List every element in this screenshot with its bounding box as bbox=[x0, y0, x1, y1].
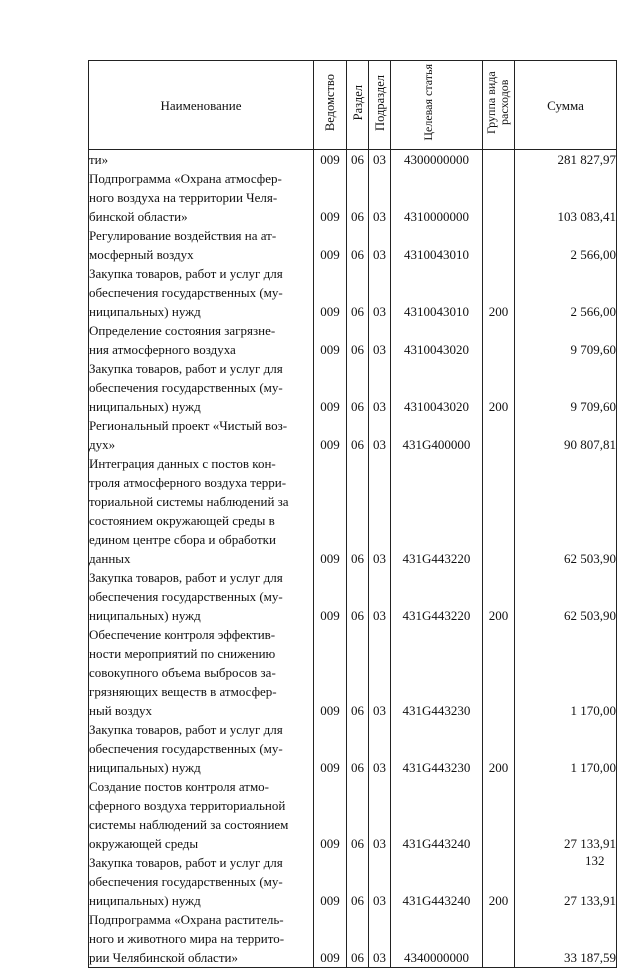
row-sum: 62 503,90 bbox=[515, 568, 617, 625]
row-target: 4300000000 bbox=[391, 150, 483, 170]
table-row bbox=[89, 454, 617, 568]
row-dept: 009 bbox=[314, 321, 347, 359]
header-group: Группа вида расходов bbox=[483, 61, 515, 150]
row-name: Обеспечение контроля эффектив- ности мероприятий по снижению совокупного объема выбросов за- грязняющих веществ в атмосфер- ный воздух bbox=[89, 625, 314, 720]
row-sum: 27 133,91 bbox=[515, 777, 617, 853]
row-group bbox=[483, 910, 515, 968]
table-row bbox=[89, 720, 617, 777]
table-row bbox=[89, 910, 617, 968]
row-sum: 1 170,00 bbox=[515, 720, 617, 777]
table-row bbox=[89, 226, 617, 264]
header-dept: Ведомство bbox=[314, 61, 347, 150]
row-subsection: 03 bbox=[369, 169, 391, 226]
row-dept: 009 bbox=[314, 853, 347, 910]
row-group: 200 bbox=[483, 720, 515, 777]
table-row bbox=[89, 777, 617, 853]
row-sum: 281 827,97 bbox=[515, 150, 617, 170]
table-row bbox=[89, 625, 617, 720]
row-group: 200 bbox=[483, 568, 515, 625]
row-section: 06 bbox=[347, 321, 369, 359]
row-subsection: 03 bbox=[369, 853, 391, 910]
row-target: 4310043010 bbox=[391, 226, 483, 264]
row-dept: 009 bbox=[314, 150, 347, 170]
row-name: Региональный проект «Чистый воз- дух» bbox=[89, 416, 314, 454]
row-subsection: 03 bbox=[369, 910, 391, 968]
row-dept: 009 bbox=[314, 226, 347, 264]
row-section: 06 bbox=[347, 777, 369, 853]
header-subsection: Подраздел bbox=[369, 61, 391, 150]
row-target: 4310043010 bbox=[391, 264, 483, 321]
row-target: 431G443240 bbox=[391, 777, 483, 853]
row-sum: 27 133,91 bbox=[515, 853, 617, 910]
row-sum: 9 709,60 bbox=[515, 359, 617, 416]
row-sum: 1 170,00 bbox=[515, 625, 617, 720]
row-section: 06 bbox=[347, 264, 369, 321]
row-name: Определение состояния загрязне- ния атмосферного воздуха bbox=[89, 321, 314, 359]
row-section: 06 bbox=[347, 416, 369, 454]
row-sum: 33 187,59 bbox=[515, 910, 617, 968]
row-dept: 009 bbox=[314, 910, 347, 968]
table-row bbox=[89, 853, 617, 910]
row-group: 200 bbox=[483, 853, 515, 910]
row-subsection: 03 bbox=[369, 264, 391, 321]
row-dept: 009 bbox=[314, 169, 347, 226]
row-sum: 62 503,90 bbox=[515, 454, 617, 568]
row-dept: 009 bbox=[314, 264, 347, 321]
row-subsection: 03 bbox=[369, 777, 391, 853]
row-section: 06 bbox=[347, 625, 369, 720]
header-section: Раздел bbox=[347, 61, 369, 150]
row-section: 06 bbox=[347, 910, 369, 968]
row-name: Интеграция данных с постов кон- троля атмосферного воздуха терри- ториальной системы наблюдений за состоянием окружающей среды в едином центре сбора и обработки данных bbox=[89, 454, 314, 568]
header-target: Целевая статья bbox=[391, 61, 483, 150]
row-group bbox=[483, 416, 515, 454]
row-sum: 103 083,41 bbox=[515, 169, 617, 226]
row-subsection: 03 bbox=[369, 568, 391, 625]
row-name: Подпрограмма «Охрана раститель- ного и животного мира на террито- рии Челябинской области» bbox=[89, 910, 314, 968]
row-dept: 009 bbox=[314, 416, 347, 454]
row-section: 06 bbox=[347, 454, 369, 568]
row-subsection: 03 bbox=[369, 226, 391, 264]
row-target: 4310043020 bbox=[391, 359, 483, 416]
row-name: Закупка товаров, работ и услуг для обеспечения государственных (му- ниципальных) нужд bbox=[89, 720, 314, 777]
row-dept: 009 bbox=[314, 777, 347, 853]
row-name: Регулирование воздействия на ат- мосферный воздух bbox=[89, 226, 314, 264]
row-target: 431G443220 bbox=[391, 568, 483, 625]
row-name: Закупка товаров, работ и услуг для обеспечения государственных (му- ниципальных) нужд bbox=[89, 568, 314, 625]
table-row bbox=[89, 169, 617, 226]
row-section: 06 bbox=[347, 150, 369, 170]
row-dept: 009 bbox=[314, 625, 347, 720]
row-dept: 009 bbox=[314, 720, 347, 777]
row-subsection: 03 bbox=[369, 416, 391, 454]
row-subsection: 03 bbox=[369, 625, 391, 720]
row-group bbox=[483, 777, 515, 853]
row-sum: 90 807,81 bbox=[515, 416, 617, 454]
page-number: 132 bbox=[585, 853, 605, 868]
row-target: 431G443220 bbox=[391, 454, 483, 568]
row-group bbox=[483, 169, 515, 226]
row-subsection: 03 bbox=[369, 359, 391, 416]
row-name: Закупка товаров, работ и услуг для обеспечения государственных (му- ниципальных) нужд bbox=[89, 853, 314, 910]
row-sum: 2 566,00 bbox=[515, 226, 617, 264]
table-row bbox=[89, 568, 617, 625]
table-row bbox=[89, 359, 617, 416]
row-section: 06 bbox=[347, 720, 369, 777]
row-subsection: 03 bbox=[369, 321, 391, 359]
row-section: 06 bbox=[347, 226, 369, 264]
row-group bbox=[483, 625, 515, 720]
row-dept: 009 bbox=[314, 568, 347, 625]
table-row bbox=[89, 416, 617, 454]
table-row bbox=[89, 150, 617, 170]
budget-table bbox=[88, 60, 617, 968]
table-header-row bbox=[89, 61, 617, 150]
row-name: Создание постов контроля атмо- сферного воздуха территориальной системы наблюдений за состоянием окружающей среды bbox=[89, 777, 314, 853]
row-section: 06 bbox=[347, 359, 369, 416]
row-target: 4310000000 bbox=[391, 169, 483, 226]
row-name: Закупка товаров, работ и услуг для обеспечения государственных (му- ниципальных) нужд bbox=[89, 264, 314, 321]
header-sum: Сумма bbox=[515, 61, 617, 150]
row-group bbox=[483, 150, 515, 170]
row-target: 431G400000 bbox=[391, 416, 483, 454]
row-target: 431G443230 bbox=[391, 625, 483, 720]
header-name: Наименование bbox=[89, 61, 314, 150]
row-target: 4310043020 bbox=[391, 321, 483, 359]
row-sum: 9 709,60 bbox=[515, 321, 617, 359]
row-target: 431G443230 bbox=[391, 720, 483, 777]
row-group bbox=[483, 454, 515, 568]
row-group: 200 bbox=[483, 264, 515, 321]
row-dept: 009 bbox=[314, 454, 347, 568]
row-name: Закупка товаров, работ и услуг для обеспечения государственных (му- ниципальных) нужд bbox=[89, 359, 314, 416]
row-name: Подпрограмма «Охрана атмосфер- ного воздуха на территории Челя- бинской области» bbox=[89, 169, 314, 226]
row-subsection: 03 bbox=[369, 150, 391, 170]
row-subsection: 03 bbox=[369, 454, 391, 568]
row-group bbox=[483, 321, 515, 359]
row-target: 4340000000 bbox=[391, 910, 483, 968]
row-name: ти» bbox=[89, 150, 314, 170]
row-section: 06 bbox=[347, 169, 369, 226]
row-dept: 009 bbox=[314, 359, 347, 416]
row-section: 06 bbox=[347, 568, 369, 625]
table-row bbox=[89, 321, 617, 359]
row-group: 200 bbox=[483, 359, 515, 416]
row-sum: 2 566,00 bbox=[515, 264, 617, 321]
row-section: 06 bbox=[347, 853, 369, 910]
row-group bbox=[483, 226, 515, 264]
table-row bbox=[89, 264, 617, 321]
row-target: 431G443240 bbox=[391, 853, 483, 910]
row-subsection: 03 bbox=[369, 720, 391, 777]
